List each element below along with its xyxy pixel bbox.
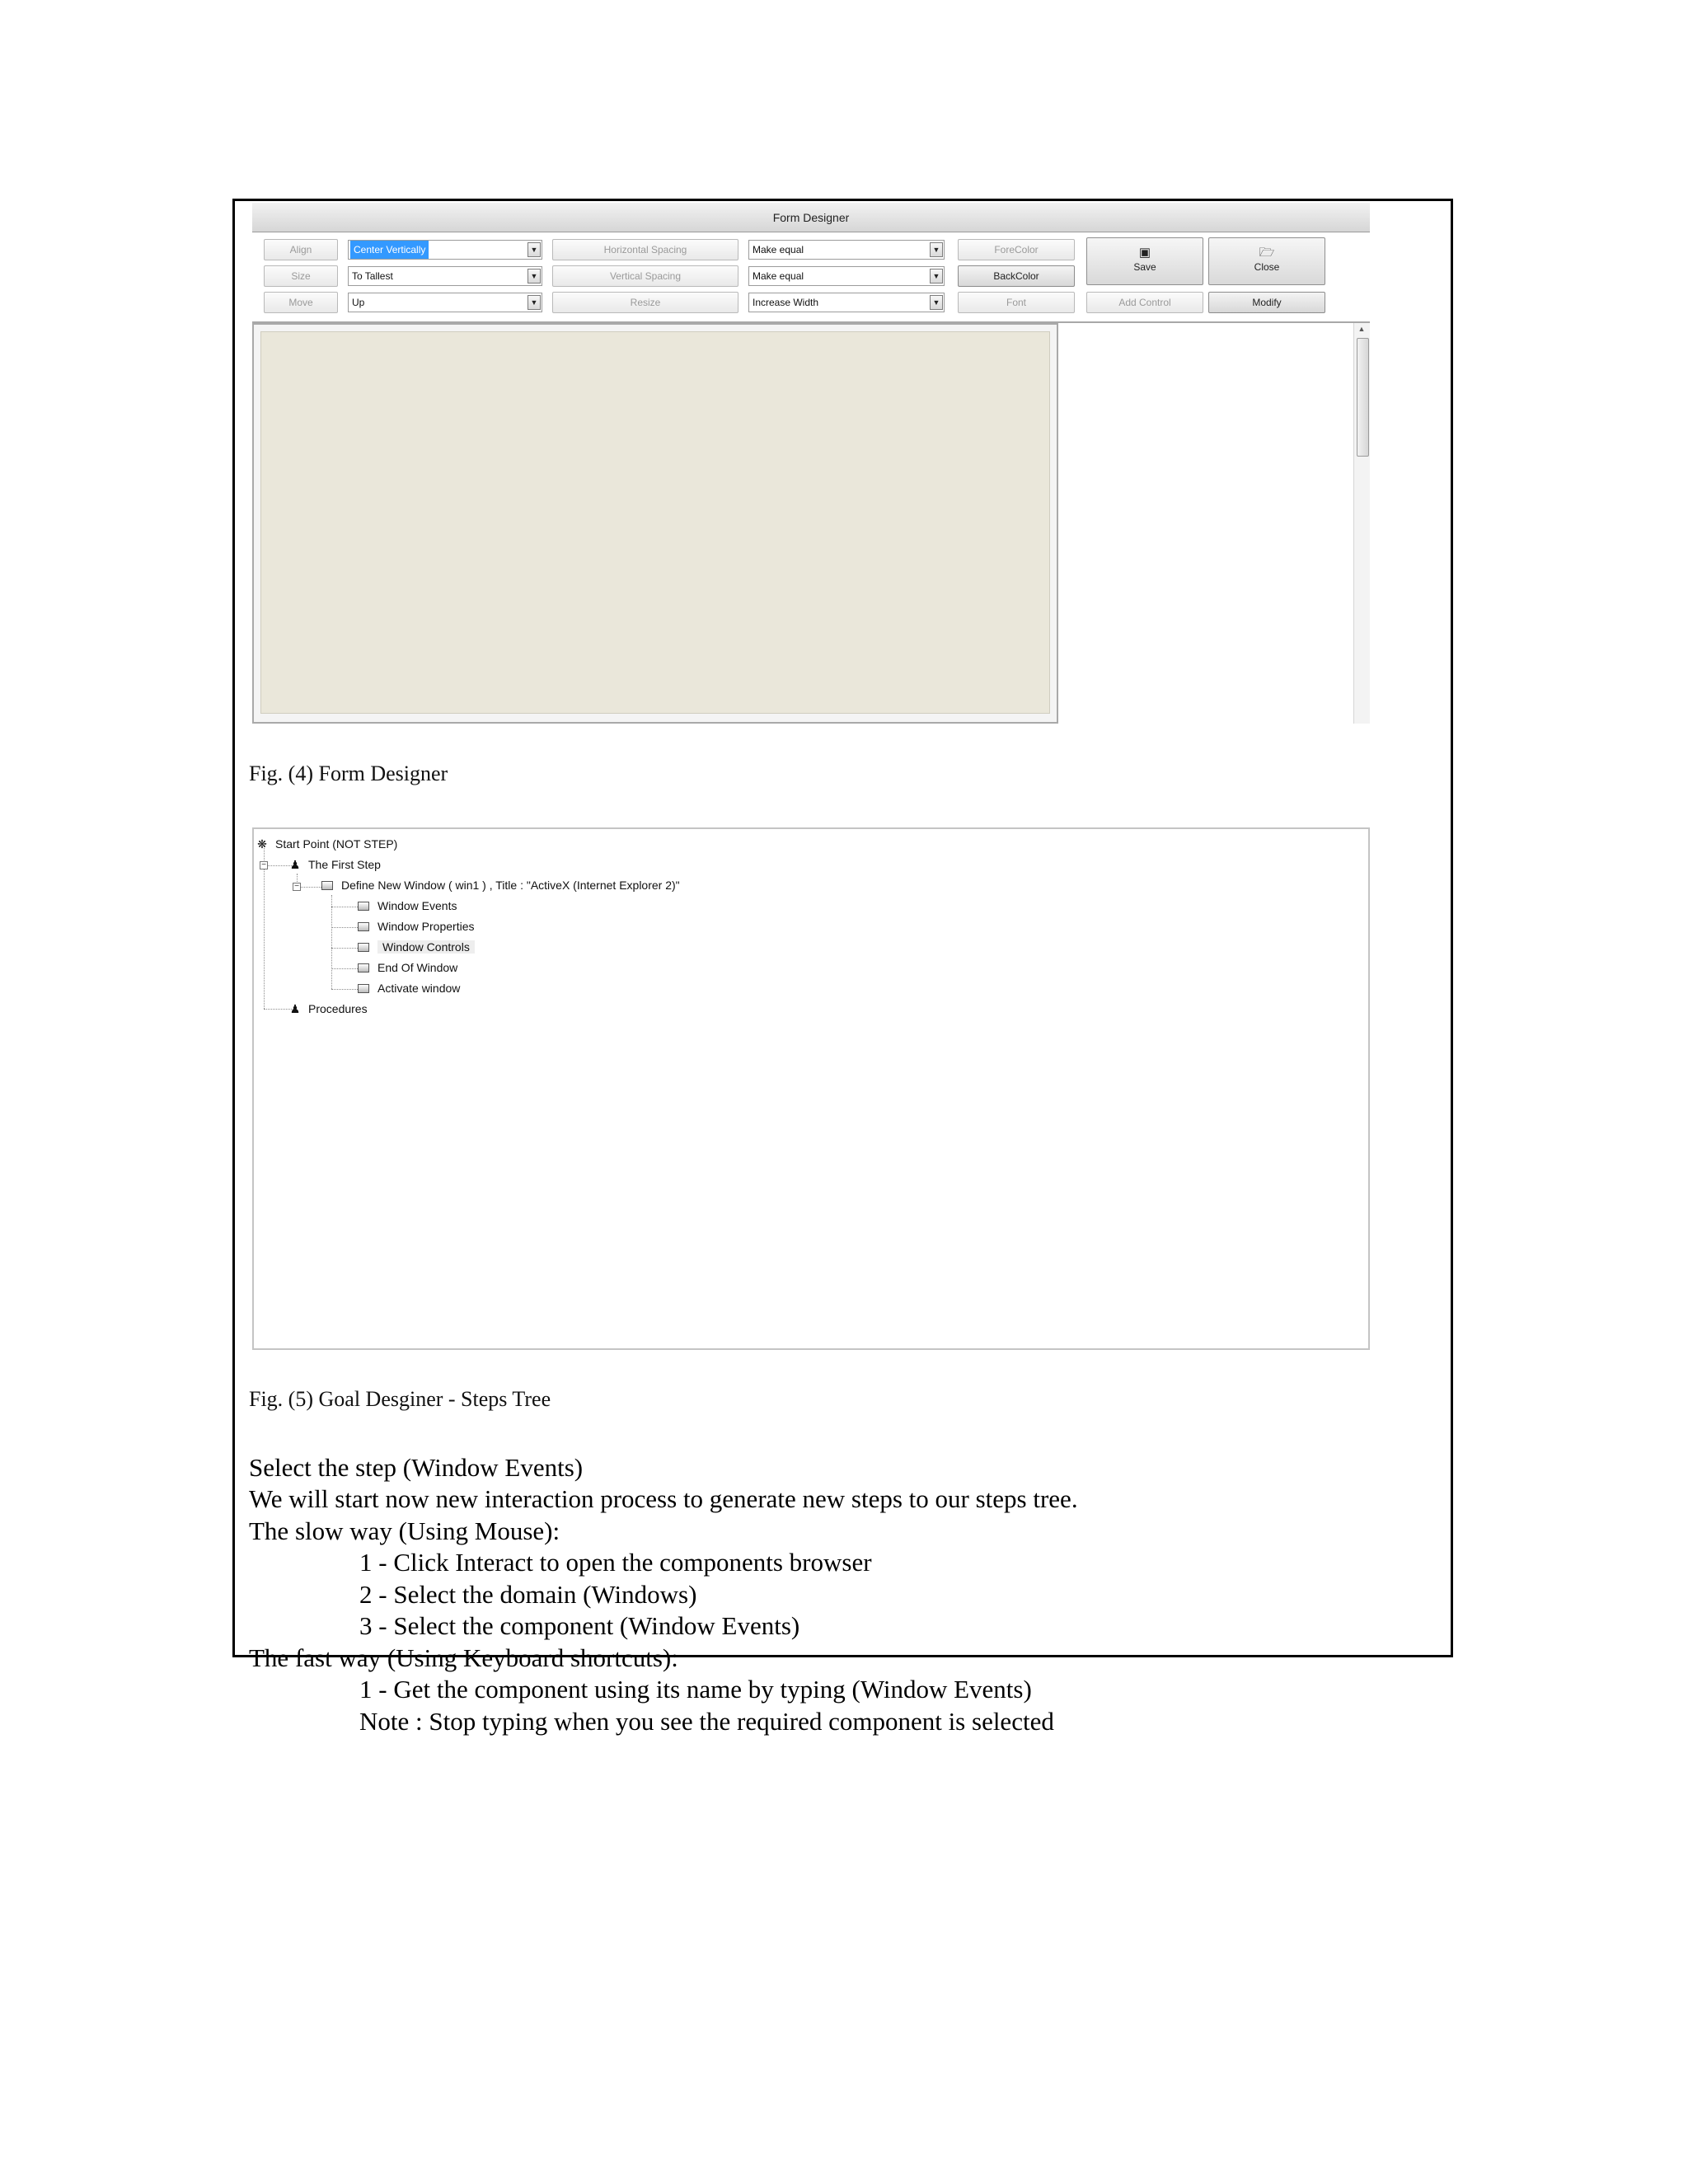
tree-node-window-events[interactable] — [358, 898, 457, 916]
align-button[interactable]: Align — [264, 239, 338, 260]
tree-guide-line — [331, 895, 332, 989]
tree-guide-line — [331, 968, 359, 969]
figure-5-caption: Fig. (5) Goal Desginer - Steps Tree — [249, 1387, 551, 1411]
align-combo[interactable] — [348, 240, 542, 260]
tree-node-label: Activate window — [377, 982, 461, 995]
tree-guide-line — [264, 846, 265, 1009]
tree-node-first-step[interactable] — [288, 856, 381, 874]
save-button-label: Save — [1133, 261, 1156, 273]
horizontal-spacing-value: Make equal — [753, 244, 804, 255]
tree-node-label: End Of Window — [377, 961, 458, 974]
start-point-icon: ❋ — [257, 837, 267, 851]
body-line: The slow way (Using Mouse): — [249, 1516, 560, 1545]
tree-guide-line — [297, 887, 325, 888]
person-icon: ♟ — [289, 1002, 301, 1015]
form-designer-toolbar — [252, 232, 1370, 323]
steps-tree — [252, 827, 1370, 1350]
add-control-button[interactable]: Add Control — [1086, 292, 1203, 313]
body-line: 3 - Select the component (Window Events) — [359, 1611, 800, 1640]
body-line: 1 - Click Interact to open the components browser — [359, 1548, 872, 1577]
close-button-label: Close — [1254, 261, 1280, 273]
window-icon — [358, 922, 369, 931]
size-button[interactable]: Size — [264, 265, 338, 287]
chevron-down-icon[interactable]: ▼ — [930, 269, 943, 284]
save-button[interactable] — [1086, 237, 1203, 285]
design-canvas-container — [252, 323, 1058, 724]
tree-node-window-properties[interactable] — [358, 918, 475, 936]
tree-node-label: The First Step — [308, 858, 381, 871]
align-combo-value: Center Vertically — [350, 241, 429, 259]
resize-button[interactable]: Resize — [552, 292, 738, 313]
horizontal-spacing-button[interactable]: Horizontal Spacing — [552, 239, 738, 260]
backcolor-button[interactable]: BackColor — [958, 265, 1075, 287]
size-combo-value: To Tallest — [352, 270, 393, 282]
scroll-thumb[interactable] — [1357, 338, 1369, 457]
collapse-icon[interactable]: − — [260, 861, 268, 869]
close-button[interactable] — [1208, 237, 1325, 285]
tree-node-label: Procedures — [308, 1002, 368, 1015]
person-icon: ♟ — [289, 858, 301, 871]
window-icon — [358, 943, 369, 952]
tree-guide-line — [331, 948, 359, 949]
window-icon — [358, 984, 369, 993]
tree-node-window-controls[interactable] — [358, 939, 475, 957]
vertical-spacing-combo[interactable] — [748, 266, 945, 286]
body-line: We will start now new interaction process to generate new steps to our steps tree. — [249, 1484, 1078, 1513]
figure-4-caption: Fig. (4) Form Designer — [249, 762, 448, 785]
tree-node-end-of-window[interactable] — [358, 959, 457, 977]
body-line: 2 - Select the domain (Windows) — [359, 1580, 697, 1609]
body-line: The fast way (Using Keyboard shortcuts): — [249, 1643, 678, 1672]
move-button[interactable]: Move — [264, 292, 338, 313]
tree-node-label: Window Controls — [377, 940, 475, 954]
body-line: Select the step (Window Events) — [249, 1453, 584, 1482]
vertical-spacing-value: Make equal — [753, 270, 804, 282]
form-designer-window — [252, 203, 1370, 724]
modify-button[interactable]: Modify — [1208, 292, 1325, 313]
folder-icon: 🗁 — [1259, 246, 1275, 260]
window-icon — [358, 902, 369, 911]
body-line: 1 - Get the component using its name by typing (Window Events) — [359, 1675, 1032, 1704]
horizontal-spacing-combo[interactable] — [748, 240, 945, 260]
tree-node-root[interactable] — [256, 836, 397, 854]
body-line: Note : Stop typing when you see the required component is selected — [359, 1707, 1054, 1736]
vertical-scrollbar[interactable] — [1353, 323, 1370, 724]
resize-combo[interactable] — [748, 293, 945, 312]
tree-node-label: Start Point (NOT STEP) — [275, 837, 398, 851]
vertical-spacing-button[interactable]: Vertical Spacing — [552, 265, 738, 287]
move-combo-value: Up — [352, 297, 365, 308]
collapse-icon[interactable]: − — [293, 883, 301, 891]
move-combo[interactable] — [348, 293, 542, 312]
tree-node-label: Define New Window ( win1 ) , Title : "ActiveX (Internet Explorer 2)" — [341, 879, 680, 892]
font-button[interactable]: Font — [958, 292, 1075, 313]
tree-node-activate-window[interactable] — [358, 980, 460, 998]
tree-node-procedures[interactable] — [288, 1001, 368, 1019]
tree-node-label: Window Events — [377, 899, 457, 912]
tree-guide-line — [331, 989, 359, 990]
scroll-up-icon[interactable]: ▲ — [1357, 325, 1366, 333]
chevron-down-icon[interactable]: ▼ — [930, 295, 943, 310]
window-icon — [358, 963, 369, 972]
design-canvas[interactable] — [260, 331, 1050, 714]
resize-combo-value: Increase Width — [753, 297, 819, 308]
tree-node-define-window[interactable] — [321, 877, 680, 895]
save-icon: ▣ — [1138, 246, 1151, 260]
chevron-down-icon[interactable]: ▼ — [930, 242, 943, 257]
tree-node-label: Window Properties — [377, 920, 475, 933]
chevron-down-icon[interactable]: ▼ — [528, 269, 541, 284]
form-designer-title: Form Designer — [252, 203, 1370, 232]
chevron-down-icon[interactable]: ▼ — [528, 295, 541, 310]
tree-guide-line — [331, 927, 359, 928]
chevron-down-icon[interactable]: ▼ — [528, 242, 541, 257]
size-combo[interactable] — [348, 266, 542, 286]
window-icon — [321, 881, 333, 890]
forecolor-button[interactable]: ForeColor — [958, 239, 1075, 260]
